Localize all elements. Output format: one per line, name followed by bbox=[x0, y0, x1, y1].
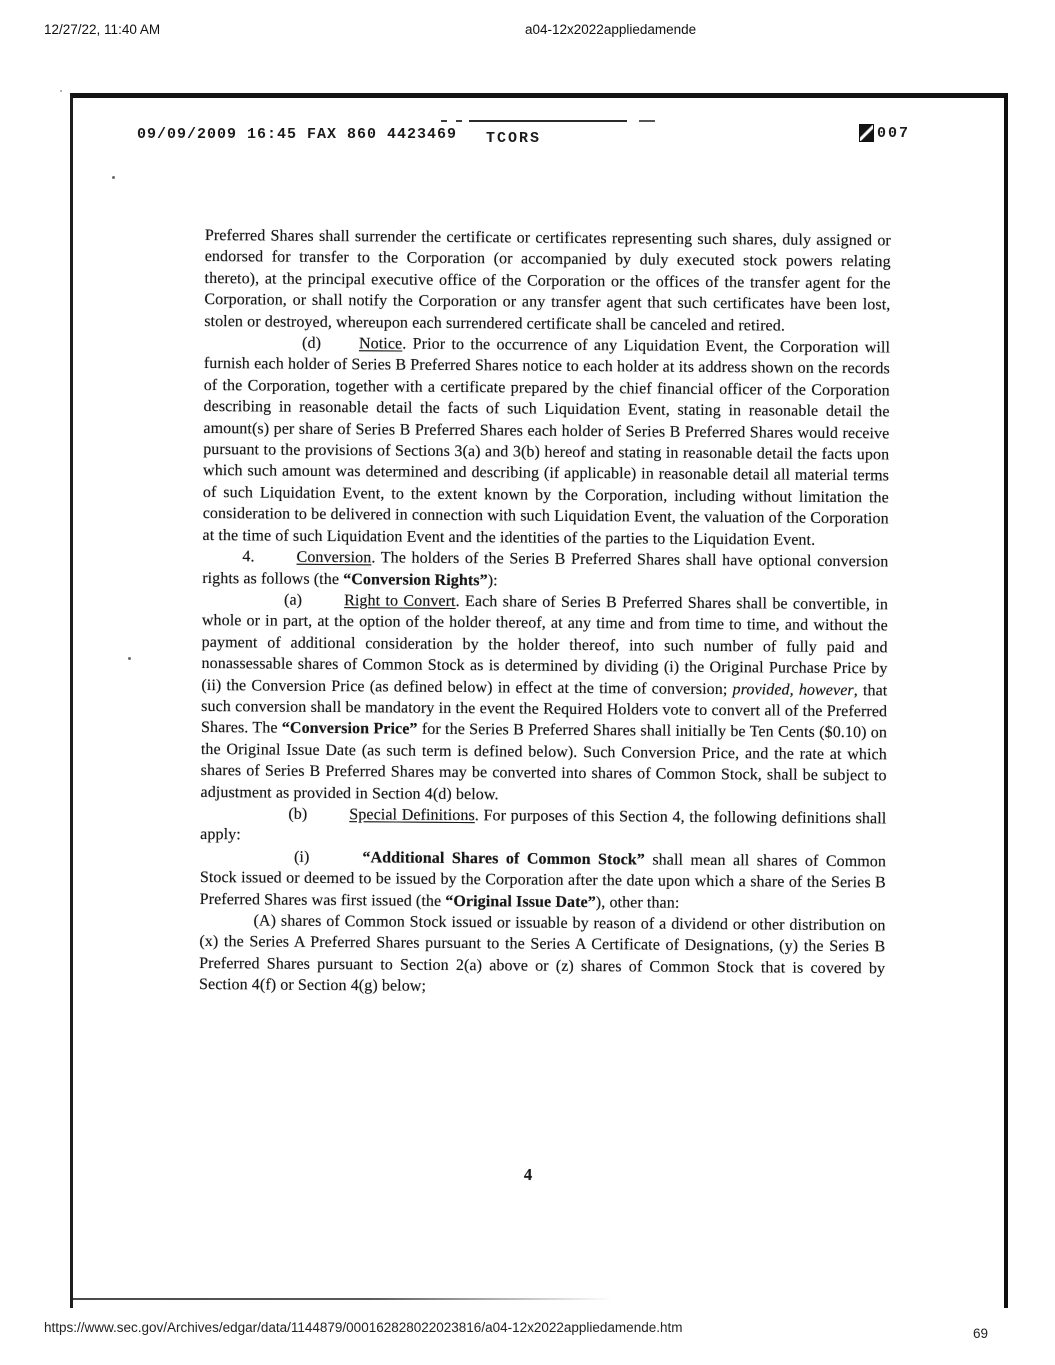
print-page-number: 69 bbox=[973, 1326, 989, 1341]
paragraph-additional-shares: (i) “Additional Shares of Common Stock” shall mean all shares of Common Stock issued or deemed to be issued by the Corporation after the date upon which a share of the Series B Preferred Shares was first issued (the “Original Issue Date”), other than: bbox=[199, 848, 887, 912]
scanned-fax-page bbox=[70, 93, 1008, 1308]
scan-artifact-dot bbox=[60, 90, 62, 92]
fax-page-count: 007 bbox=[877, 124, 911, 142]
document-page-number: 4 bbox=[523, 1165, 533, 1184]
paragraph-clause-a: (A) shares of Common Stock issued or issuable by reason of a dividend or other distribution on (x) the Series A Preferred Shares pursuant to the Series A Certificate of Designations, (y) the Series B Preferred Shares pursuant to Section 2(a) above or (z) shares of Common Stock that is covered by Section 4(f) or Section 4(g) below; bbox=[198, 912, 886, 995]
fax-transmission-line: 09/09/2009 16:45 FAX 860 4423469 bbox=[137, 126, 458, 143]
print-datetime: 12/27/22, 11:40 AM bbox=[44, 22, 161, 37]
paragraph-special-definitions: (b) Special Definitions. For purposes of this Section 4, the following definitions shall apply: bbox=[200, 805, 887, 844]
paragraph-notice: (d) Notice. Prior to the occurrence of any Liquidation Event, the Corporation will furnish each holder of Series B Preferred Shares notice to each holder at its address shown on the records of the Corporation, together with a certificate prepared by the chief financial officer of the Corporation describing in reasonable detail the facts of such Liquidation Event, stating in reasonable detail the amount(s) per share of Series B Preferred Shares each holder of Series B Preferred Shares would receive pursuant to the provisions of Sections 3(a) and 3(b) hereof and stating in reasonable detail the facts upon which such amount was determined and describing (if applicable) in reasonable detail all material terms of such Liquidation Event, to the extent known by the Corporation, including without limitation the consideration to be delivered in connection with such Liquidation Event, the valuation of the Corporation at the time of such Liquidation Event and the identities of the parties to the Liquidation Event. bbox=[202, 334, 891, 549]
paragraph-conversion: 4. Conversion. The holders of the Series B Preferred Shares shall have optional conversion rights as follows (the “Conversion Rights”): bbox=[202, 548, 889, 589]
paragraph-continuation: Preferred Shares shall surrender the certificate or certificates representing such shares, duly assigned or endorsed for transfer to the Corporation (or accompanied by duly executed stock powers relating thereto), at the principal executive office of the Corporation or the offices of the transfer agent for the Corporation, or shall notify the Corporation or any transfer agent that such certificates have been lost, stolen or destroyed, whereupon each surrendered certificate shall be canceled and retired. bbox=[204, 226, 891, 335]
print-source-url: https://www.sec.gov/Archives/edgar/data/1144879/000162828022023816/a04-12x2022appliedamende.htm bbox=[44, 1320, 683, 1335]
fax-sender-name: TCORS bbox=[486, 130, 542, 147]
scan-artifact-dot bbox=[112, 176, 115, 179]
document-text bbox=[199, 225, 891, 1001]
scan-artifact-dot bbox=[128, 657, 131, 660]
paragraph-right-to-convert: (a) Right to Convert. Each share of Series B Preferred Shares shall be convertible, in whole or in part, at the option of the holder thereof, at any time and from time to time, and without the payment of additional consideration by the holder thereof, into such number of fully paid and nonassessable shares of Common Stock as is determined by dividing (i) the Original Purchase Price by (ii) the Conversion Price (as defined below) in effect at the time of conversion; provided, however, that such conversion shall be mandatory in the event the Required Holders vote to convert all of the Preferred Shares. The “Conversion Price” for the Series B Preferred Shares shall initially be Ten Cents ($0.10) on the Original Issue Date (as such term is defined below). Such Conversion Price, and the rate at which shares of Series B Preferred Shares may be converted into shares of Common Stock, shall be subject to adjustment as provided in Section 4(d) below. bbox=[200, 591, 889, 803]
fax-sent-stamp-icon bbox=[859, 124, 874, 142]
fax-page-stamp bbox=[859, 124, 910, 142]
print-document-title: a04-12x2022appliedamende bbox=[525, 22, 697, 37]
fax-header-rule bbox=[441, 120, 655, 122]
page-bottom-edge bbox=[73, 1298, 613, 1300]
